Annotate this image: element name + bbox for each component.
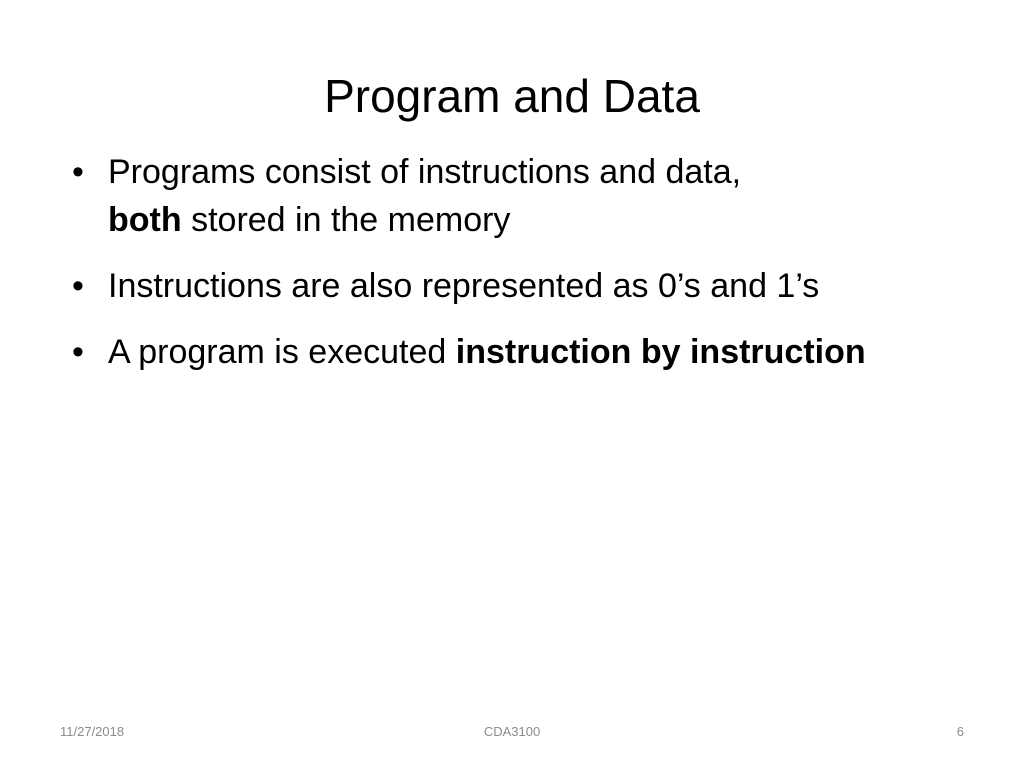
bold-text: instruction by instruction bbox=[455, 333, 866, 371]
bullet-text: Instructions are also represented as 0’s and 1’s bbox=[108, 267, 820, 305]
bullet-item bbox=[72, 328, 972, 376]
bullet-text: Programs consist of instructions and data, both stored in the memory bbox=[108, 153, 742, 239]
bullet-text: A program is executed instruction by instruction bbox=[108, 333, 866, 371]
bullet-item bbox=[72, 148, 972, 244]
footer-page-number: 6 bbox=[956, 724, 964, 739]
bullet-icon: • bbox=[72, 333, 84, 371]
bullet-item bbox=[72, 262, 972, 310]
bullet-icon: • bbox=[72, 267, 84, 305]
bullet-list bbox=[72, 148, 972, 394]
bullet-icon: • bbox=[72, 153, 84, 191]
footer-date: 11/27/2018 bbox=[60, 724, 125, 739]
slide-title: Program and Data bbox=[324, 70, 700, 122]
bold-text: both bbox=[108, 201, 182, 239]
footer-course: CDA3100 bbox=[483, 724, 541, 739]
